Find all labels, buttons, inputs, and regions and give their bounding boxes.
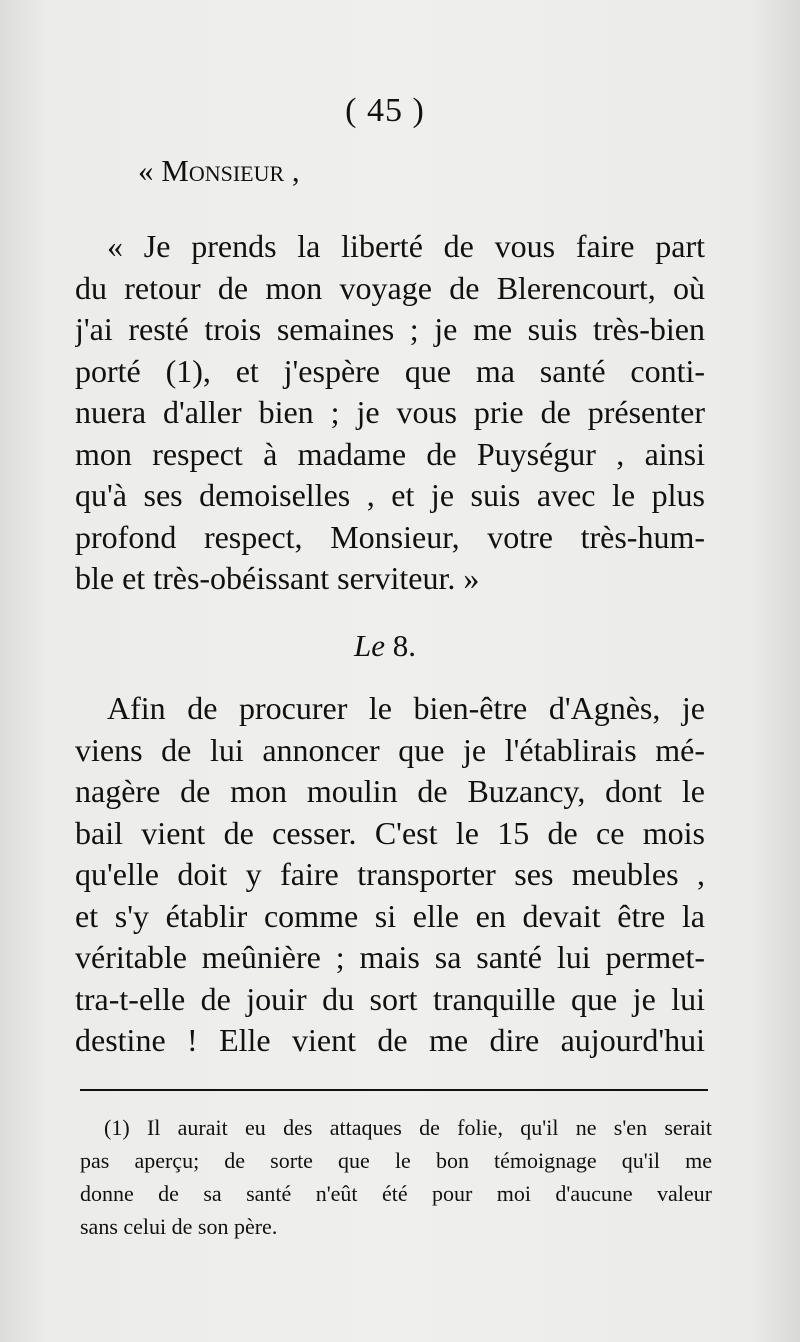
letter-line: du retour de mon voyage de Blerencourt, où	[75, 269, 705, 306]
letter-line: mon respect à madame de Puységur , ainsi	[75, 435, 705, 472]
body-paragraph	[75, 688, 705, 1062]
letter-line: « Je prends la liberté de vous faire part	[107, 228, 705, 264]
body-line: bail vient de cesser. C'est le 15 de ce mois	[75, 814, 705, 851]
letter-paragraph	[75, 226, 705, 600]
body-line: et s'y établir comme si elle en devait être la	[75, 897, 705, 934]
page-number: ( 45 )	[345, 92, 425, 129]
body-line: véritable meûnière ; mais sa santé lui permet-	[75, 939, 705, 975]
footnote	[80, 1111, 712, 1243]
date-heading-italic: Le	[354, 628, 385, 663]
footnote-line: sans celui de son père.	[80, 1214, 278, 1239]
letter-line: nuera d'aller bien ; je vous prie de présenter	[75, 394, 705, 430]
body-line: Afin de procurer le bien-être d'Agnès, je	[107, 690, 705, 726]
footnote-line: donne de sa santé n'eût été pour moi d'aucune valeur	[80, 1181, 712, 1206]
body-line: tra-t-elle de jouir du sort tranquille que je lui	[75, 980, 705, 1017]
letter-line: porté (1), et j'espère que ma santé conti-	[75, 352, 705, 389]
letter-line: ble et très-obéissant serviteur. »	[75, 560, 480, 596]
letter-line: profond respect, Monsieur, votre très-hum-	[75, 518, 705, 555]
date-heading	[0, 628, 770, 664]
letter-line: qu'à ses demoiselles , et je suis avec le plus	[75, 477, 705, 513]
footnote-line: pas aperçu; de sorte que le bon témoignage qu'il me	[80, 1148, 712, 1173]
footnote-line: (1) Il aurait eu des attaques de folie, qu'il ne s'en serait	[104, 1115, 712, 1140]
body-line: nagère de mon moulin de Buzancy, dont le	[75, 773, 705, 809]
body-line: viens de lui annoncer que je l'établirais mé-	[75, 731, 705, 768]
letter-salutation: « Monsieur ,	[138, 153, 300, 188]
body-line: destine ! Elle vient de me dire aujourd'hui	[75, 1022, 705, 1058]
date-heading-day: 8.	[385, 628, 416, 663]
letter-line: j'ai resté trois semaines ; je me suis très-bien	[75, 311, 705, 347]
body-line: qu'elle doit y faire transporter ses meubles ,	[75, 856, 705, 892]
footnote-divider	[80, 1089, 708, 1091]
